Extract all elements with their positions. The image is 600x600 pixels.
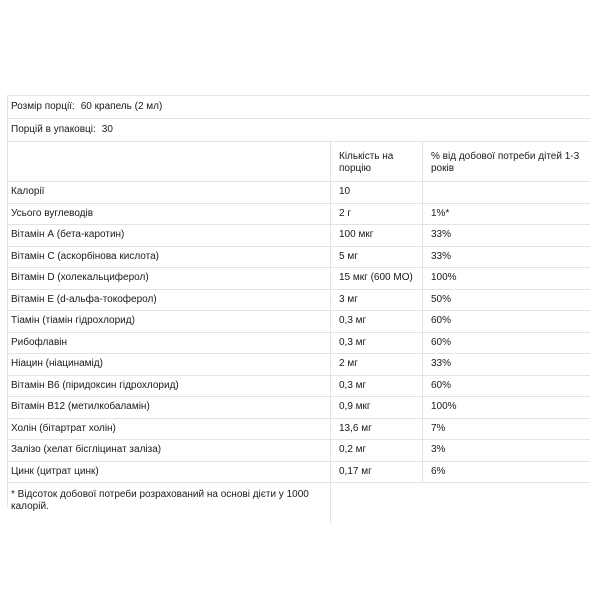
nutrient-daily-value: 7% <box>431 422 446 434</box>
nutrient-daily-value: 1%* <box>431 207 450 219</box>
nutrient-name: Тіамін (тіамін гідрохлорид) <box>7 311 331 332</box>
nutrient-amount: 13,6 мг <box>331 419 423 440</box>
table-row <box>7 247 590 269</box>
nutrient-name: Залізо (хелат бісгліцинат заліза) <box>7 440 331 461</box>
nutrient-daily-value: 33% <box>431 358 452 369</box>
nutrient-daily-value: 100% <box>431 401 457 412</box>
nutrient-name: Вітамін В12 (метилкобаламін) <box>7 397 331 418</box>
header-daily-value: % від добової потреби дітей 1-3 років <box>431 151 580 174</box>
nutrient-name: Вітамін С (аскорбінова кислота) <box>7 247 331 268</box>
table-row <box>7 311 590 333</box>
serving-size-row <box>7 96 590 119</box>
table-row <box>7 225 590 247</box>
table-row <box>7 397 590 419</box>
footnote-text: * Відсоток добової потреби розрахований на основі дієти у 1000 калорій. <box>7 483 331 523</box>
table-row <box>7 290 590 312</box>
nutrient-amount: 0,3 мг <box>331 311 423 332</box>
nutrient-amount: 0,3 мг <box>331 376 423 397</box>
table-row <box>7 333 590 355</box>
supplement-facts-table <box>7 95 590 523</box>
header-name-cell <box>7 142 331 181</box>
nutrient-rows <box>7 182 590 483</box>
table-row <box>7 419 590 441</box>
nutrient-name: Рибофлавін <box>7 333 331 354</box>
nutrient-name: Вітамін В6 (піридоксин гідрохлорид) <box>7 376 331 397</box>
nutrient-amount: 0,9 мкг <box>331 397 423 418</box>
nutrient-name: Вітамін А (бета-каротин) <box>7 225 331 246</box>
nutrient-amount: 100 мкг <box>331 225 423 246</box>
nutrient-amount: 0,3 мг <box>331 333 423 354</box>
footnote-row <box>7 483 590 523</box>
nutrient-name: Ніацин (ніацинамід) <box>7 354 331 375</box>
nutrient-daily-value: 6% <box>431 465 446 477</box>
table-row <box>7 354 590 376</box>
serving-size-label: Розмір порції: <box>11 101 75 112</box>
nutrient-name: Вітамін Е (d-альфа-токоферол) <box>7 290 331 311</box>
nutrient-daily-value: 100% <box>431 272 457 283</box>
nutrient-amount: 2 г <box>331 204 423 225</box>
nutrient-amount: 0,2 мг <box>331 440 423 461</box>
table-row <box>7 440 590 462</box>
servings-per-container-value: 30 <box>101 124 113 135</box>
table-row <box>7 268 590 290</box>
nutrient-amount: 0,17 мг <box>331 462 423 483</box>
nutrient-name: Холін (бітартрат холін) <box>7 419 331 440</box>
header-amount: Кількість на порцію <box>331 142 423 181</box>
serving-size-value: 60 крапель (2 мл) <box>80 101 163 112</box>
nutrient-name: Цинк (цитрат цинк) <box>7 462 331 483</box>
nutrient-daily-value: 60% <box>431 379 452 391</box>
nutrient-daily-value: 3% <box>431 444 446 455</box>
nutrient-daily-value: 60% <box>431 336 452 348</box>
nutrient-amount: 3 мг <box>331 290 423 311</box>
nutrient-name: Вітамін D (холекальциферол) <box>7 268 331 289</box>
table-row <box>7 182 590 204</box>
nutrient-name: Усього вуглеводів <box>7 204 331 225</box>
nutrient-name: Калорії <box>7 182 331 203</box>
nutrient-daily-value: 33% <box>431 250 452 262</box>
table-header-row <box>7 142 590 182</box>
table-row <box>7 204 590 226</box>
table-row <box>7 376 590 398</box>
table-row <box>7 462 590 484</box>
servings-per-container-row <box>7 119 590 142</box>
nutrient-amount: 10 <box>331 182 423 203</box>
nutrient-daily-value: 50% <box>431 293 452 305</box>
nutrient-daily-value: 60% <box>431 315 452 326</box>
nutrient-amount: 5 мг <box>331 247 423 268</box>
nutrient-daily-value: 33% <box>431 229 452 240</box>
nutrient-amount: 2 мг <box>331 354 423 375</box>
nutrient-amount: 15 мкг (600 МО) <box>331 268 423 289</box>
servings-per-container-label: Порцій в упаковці: <box>11 124 96 135</box>
